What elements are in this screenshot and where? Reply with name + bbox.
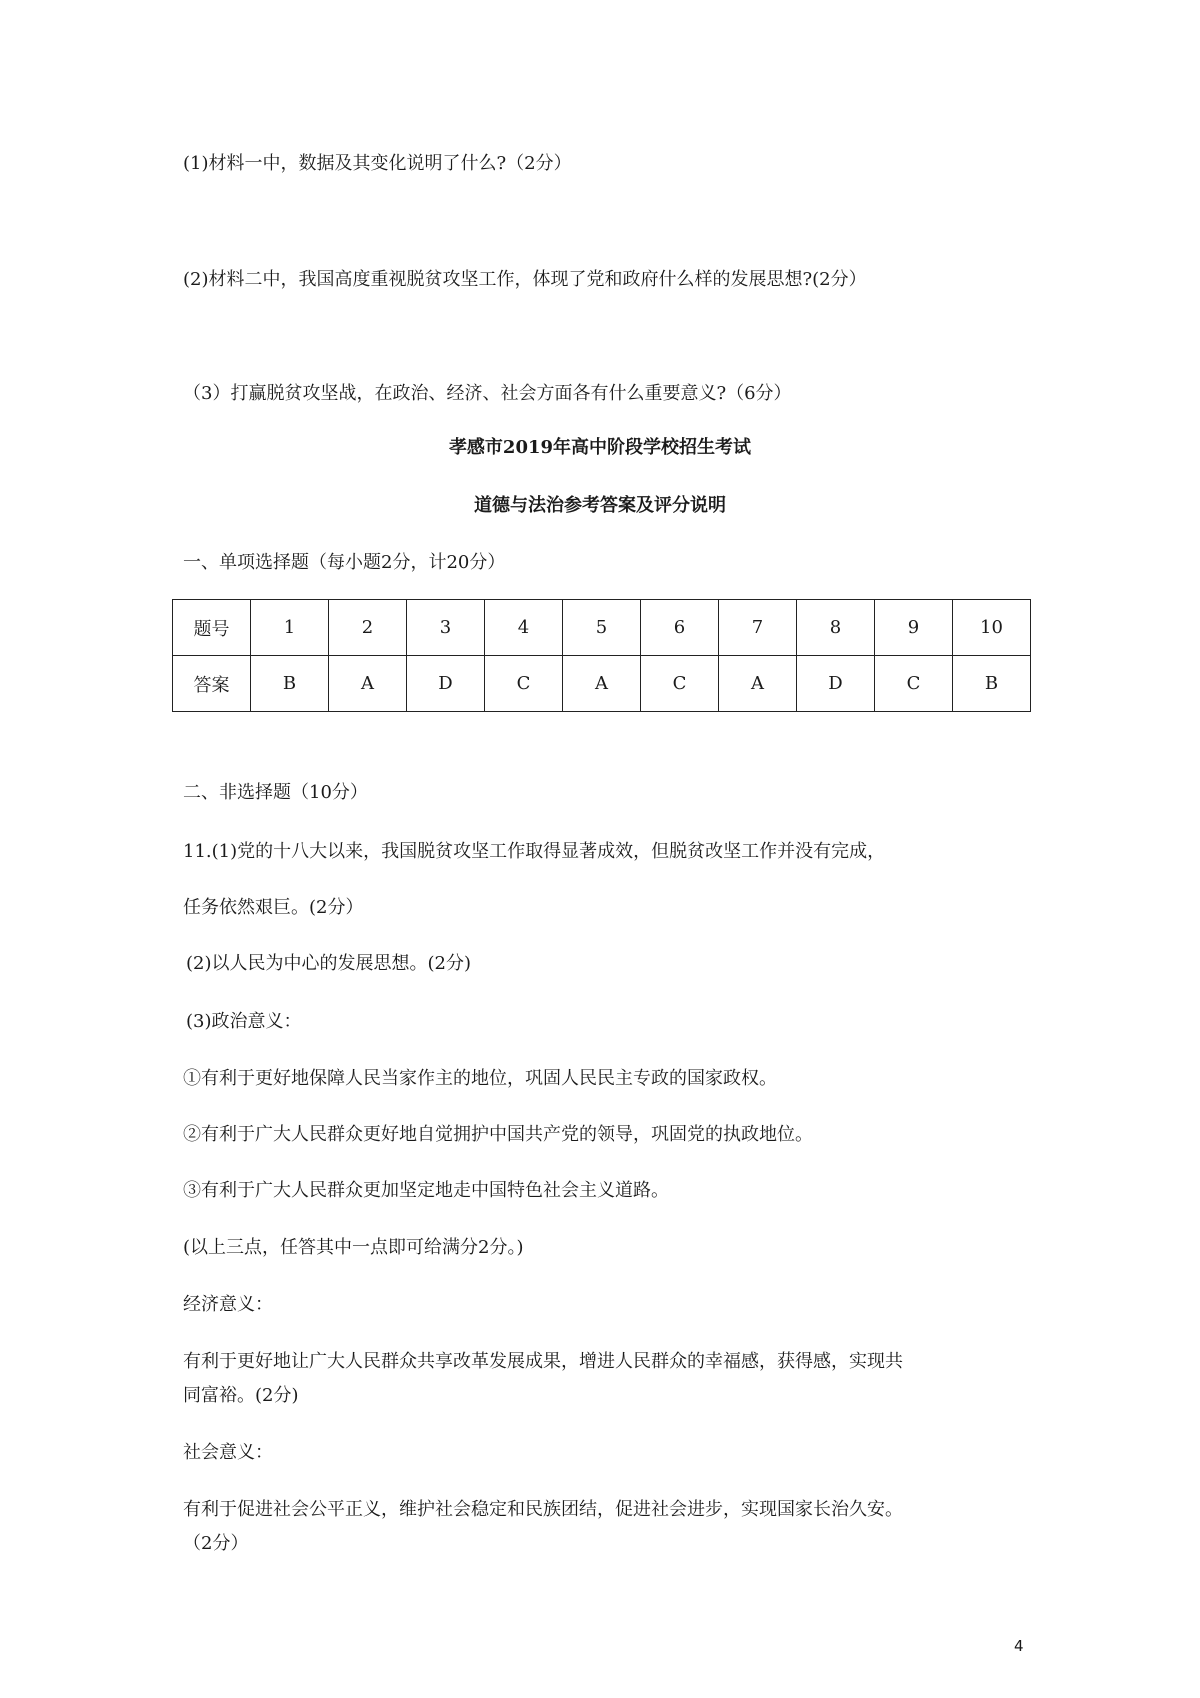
table-row-numbers <box>173 600 1031 656</box>
answer-11-1-line2: 任务依然艰巨。(2分） <box>183 897 364 918</box>
scoring-note: (以上三点，任答其中一点即可给满分2分。) <box>183 1237 524 1258</box>
table-cell: 1 <box>251 600 329 656</box>
table-cell: B <box>251 656 329 712</box>
table-cell: C <box>875 656 953 712</box>
table-cell: 9 <box>875 600 953 656</box>
table-cell: 8 <box>797 600 875 656</box>
answer-key-title: 孝感市2019年高中阶段学校招生考试 <box>448 437 752 458</box>
table-cell: 7 <box>719 600 797 656</box>
political-point-3: ③有利于广大人民群众更加坚定地走中国特色社会主义道路。 <box>183 1180 669 1201</box>
table-cell: 3 <box>407 600 485 656</box>
answer-key-subtitle: 道德与法治参考答案及评分说明 <box>474 495 726 516</box>
political-point-1: ①有利于更好地保障人民当家作主的地位，巩固人民民主专政的国家政权。 <box>183 1068 777 1089</box>
economic-heading: 经济意义： <box>183 1294 273 1315</box>
section1-heading: 一、单项选择题（每小题2分，计20分） <box>183 552 506 573</box>
answer-11-2: (2)以人民为中心的发展思想。(2分) <box>186 953 471 974</box>
social-line2: （2分） <box>183 1533 249 1554</box>
political-point-2: ②有利于广大人民群众更好地自觉拥护中国共产党的领导，巩固党的执政地位。 <box>183 1124 813 1145</box>
social-line1: 有利于促进社会公平正义，维护社会稳定和民族团结，促进社会进步，实现国家长治久安。 <box>183 1499 903 1520</box>
table-cell: 6 <box>641 600 719 656</box>
economic-line1: 有利于更好地让广大人民群众共享改革发展成果，增进人民群众的幸福感，获得感，实现共 <box>183 1351 903 1372</box>
table-cell: C <box>641 656 719 712</box>
table-cell: 2 <box>329 600 407 656</box>
table-cell: B <box>953 656 1031 712</box>
table-cell: 4 <box>485 600 563 656</box>
table-cell: 10 <box>953 600 1031 656</box>
table-cell: A <box>329 656 407 712</box>
page-number: 4 <box>1014 1637 1024 1655</box>
economic-line2: 同富裕。(2分) <box>183 1385 299 1406</box>
answer-table <box>172 599 1031 712</box>
political-heading: (3)政治意义： <box>186 1011 302 1032</box>
question-2: (2)材料二中，我国高度重视脱贫攻坚工作，体现了党和政府什么样的发展思想?(2分） <box>183 269 867 290</box>
table-cell: A <box>563 656 641 712</box>
table-cell: D <box>407 656 485 712</box>
row-header-number: 题号 <box>173 600 251 656</box>
table-cell: A <box>719 656 797 712</box>
table-cell: 5 <box>563 600 641 656</box>
question-3: （3）打赢脱贫攻坚战，在政治、经济、社会方面各有什么重要意义?（6分） <box>183 383 792 404</box>
social-heading: 社会意义： <box>183 1442 273 1463</box>
table-cell: C <box>485 656 563 712</box>
row-header-answer: 答案 <box>173 656 251 712</box>
table-row-answers <box>173 656 1031 712</box>
section2-heading: 二、非选择题（10分） <box>183 782 368 803</box>
question-1: (1)材料一中，数据及其变化说明了什么?（2分） <box>183 153 572 174</box>
answer-11-1-line1: 11.(1)党的十八大以来，我国脱贫攻坚工作取得显著成效，但脱贫改坚工作并没有完成， <box>183 841 886 862</box>
table-cell: D <box>797 656 875 712</box>
